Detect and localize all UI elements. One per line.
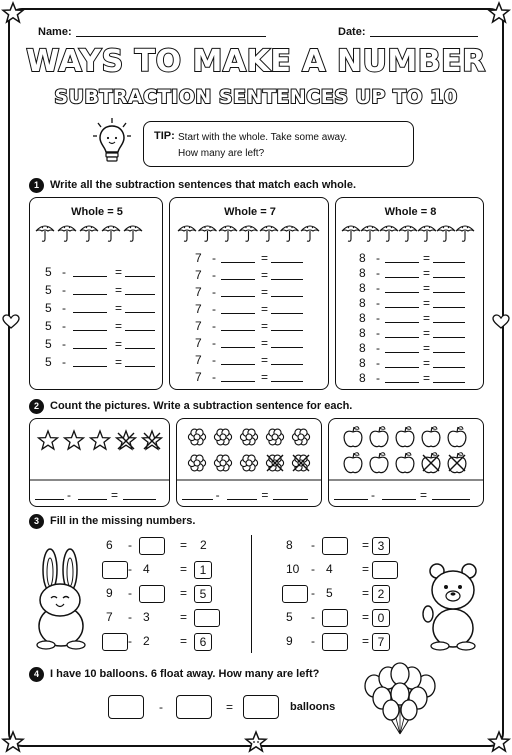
subtraction-row bbox=[29, 337, 163, 351]
whole-number: 7 bbox=[195, 370, 202, 384]
equals-sign: = bbox=[423, 251, 431, 265]
bunny-icon bbox=[30, 548, 92, 648]
answer-blank[interactable] bbox=[78, 488, 107, 500]
equals-sign: = bbox=[423, 356, 431, 370]
teddy-bear-icon bbox=[424, 562, 482, 650]
subtraction-row bbox=[335, 266, 484, 280]
answer-blank[interactable] bbox=[227, 488, 258, 500]
whole-number: 8 bbox=[359, 356, 366, 370]
answer-blank[interactable] bbox=[334, 488, 368, 500]
minus-sign: - bbox=[128, 610, 132, 624]
question-number: 3 bbox=[29, 514, 44, 529]
flower-icon bbox=[266, 429, 283, 445]
flower-icon bbox=[214, 429, 231, 445]
subtraction-row bbox=[169, 319, 329, 333]
whole-number: 8 bbox=[359, 326, 366, 340]
minus-sign: - bbox=[311, 562, 315, 576]
subtraction-row bbox=[335, 356, 484, 370]
umbrella-icon bbox=[342, 226, 360, 241]
minus-sign: - bbox=[376, 251, 380, 265]
subtraction-row bbox=[335, 341, 484, 355]
flower-icon bbox=[188, 455, 205, 471]
subtraction-row bbox=[169, 302, 329, 316]
answer-blank[interactable] bbox=[385, 296, 419, 308]
name-field[interactable] bbox=[76, 36, 266, 37]
answer-box-taken[interactable] bbox=[176, 695, 212, 719]
balloons-unit: balloons bbox=[290, 701, 336, 713]
umbrella-icon bbox=[199, 226, 217, 241]
question-number: 1 bbox=[29, 178, 44, 193]
answer-blank[interactable] bbox=[125, 319, 155, 331]
umbrella-icon bbox=[102, 226, 120, 241]
whole-title: Whole = 7 bbox=[224, 206, 276, 218]
umbrella-icon bbox=[437, 226, 455, 241]
minus-sign: - bbox=[212, 353, 216, 367]
second-number: 2 bbox=[143, 634, 150, 648]
minus-sign: - bbox=[376, 311, 380, 325]
equals-sign: = bbox=[423, 296, 431, 310]
first-number: 9 bbox=[286, 634, 293, 648]
subtraction-row bbox=[335, 296, 484, 310]
equals-sign: = bbox=[423, 281, 431, 295]
equals-sign: = bbox=[261, 285, 269, 299]
side-heart-icon bbox=[493, 315, 509, 329]
whole-number: 7 bbox=[195, 302, 202, 316]
minus-sign: - bbox=[212, 336, 216, 350]
date-label: Date: bbox=[338, 26, 366, 38]
star-icon bbox=[143, 431, 162, 449]
equals-sign: = bbox=[226, 700, 234, 714]
equals-sign: = bbox=[261, 268, 269, 282]
answer-blank[interactable] bbox=[221, 268, 255, 280]
minus-sign: - bbox=[376, 326, 380, 340]
equals-sign: = bbox=[423, 266, 431, 280]
side-heart-icon bbox=[3, 315, 19, 329]
answer-blank[interactable] bbox=[73, 337, 107, 349]
corner-star-icon bbox=[2, 2, 24, 24]
subtraction-row bbox=[335, 371, 484, 385]
corner-star-icon bbox=[488, 731, 510, 753]
equals-sign: = bbox=[261, 302, 269, 316]
umbrella-row bbox=[169, 222, 329, 244]
answer-blank[interactable] bbox=[271, 251, 303, 263]
answer-blank[interactable] bbox=[433, 341, 465, 353]
sentence-row bbox=[328, 488, 484, 502]
equals-sign: = bbox=[115, 337, 123, 351]
minus-sign: - bbox=[215, 488, 220, 502]
subtraction-row bbox=[169, 353, 329, 367]
sentence-row bbox=[29, 488, 170, 502]
minus-sign: - bbox=[376, 266, 380, 280]
umbrella-icon bbox=[260, 226, 278, 241]
minus-sign: - bbox=[62, 337, 66, 351]
flower-icon bbox=[188, 429, 205, 445]
whole-number: 5 bbox=[45, 337, 52, 351]
equals-sign: = bbox=[423, 371, 431, 385]
answer-blank[interactable] bbox=[433, 296, 465, 308]
page-title: WAYS TO MAKE A NUMBER bbox=[26, 44, 486, 79]
subtraction-row bbox=[335, 251, 484, 265]
apple-icon bbox=[370, 453, 388, 473]
minus-sign: - bbox=[62, 265, 66, 279]
first-number: 10 bbox=[286, 562, 300, 576]
answer-blank[interactable] bbox=[433, 356, 465, 368]
flower-icon bbox=[240, 429, 257, 445]
minus-sign: - bbox=[212, 268, 216, 282]
answer-blank[interactable] bbox=[432, 488, 470, 500]
answer-blank[interactable] bbox=[123, 488, 156, 500]
answer-blank[interactable] bbox=[125, 283, 155, 295]
tip-text bbox=[178, 130, 408, 162]
whole-number: 5 bbox=[45, 283, 52, 297]
whole-number: 7 bbox=[195, 268, 202, 282]
umbrella-icon bbox=[281, 226, 299, 241]
answer-blank[interactable] bbox=[73, 301, 107, 313]
answer-blank[interactable] bbox=[273, 488, 308, 500]
whole-number: 8 bbox=[359, 341, 366, 355]
minus-sign: - bbox=[311, 586, 315, 600]
equals-sign: = bbox=[111, 488, 119, 502]
answer-blank[interactable] bbox=[271, 370, 303, 382]
whole-number: 7 bbox=[195, 353, 202, 367]
whole-number: 5 bbox=[45, 301, 52, 315]
subtraction-row bbox=[29, 355, 163, 369]
first-number: 5 bbox=[286, 610, 293, 624]
equals-sign: = bbox=[261, 319, 269, 333]
whole-number: 5 bbox=[45, 265, 52, 279]
minus-sign: - bbox=[159, 700, 163, 714]
equals-sign: = bbox=[180, 634, 188, 648]
question-2-text: Count the pictures. Write a subtraction sentence for each. bbox=[50, 400, 353, 412]
first-number: 9 bbox=[106, 586, 113, 600]
umbrella-icon bbox=[418, 226, 436, 241]
umbrella-icon bbox=[36, 226, 54, 241]
equals-sign: = bbox=[180, 562, 188, 576]
first-number: 6 bbox=[106, 538, 113, 552]
umbrella-row bbox=[29, 222, 163, 244]
minus-sign: - bbox=[376, 371, 380, 385]
minus-sign: - bbox=[376, 356, 380, 370]
first-number: 7 bbox=[106, 610, 113, 624]
subtraction-row bbox=[29, 319, 163, 333]
sentence-row bbox=[176, 488, 322, 502]
answer-blank[interactable] bbox=[385, 251, 419, 263]
whole-number: 8 bbox=[359, 296, 366, 310]
second-number: 4 bbox=[143, 562, 150, 576]
tip-line-2: How many are left? bbox=[178, 148, 265, 159]
equals-sign: = bbox=[362, 538, 370, 552]
second-number: 3 bbox=[143, 610, 150, 624]
whole-number: 5 bbox=[45, 319, 52, 333]
minus-sign: - bbox=[128, 586, 132, 600]
answer-blank[interactable] bbox=[433, 281, 465, 293]
answer-blank[interactable] bbox=[382, 488, 416, 500]
answer-blank[interactable] bbox=[221, 353, 255, 365]
minus-sign: - bbox=[376, 341, 380, 355]
missing-number-box[interactable] bbox=[194, 609, 220, 627]
equals-sign: = bbox=[261, 336, 269, 350]
subtraction-row bbox=[29, 301, 163, 315]
missing-number-box[interactable] bbox=[139, 585, 165, 603]
whole-number: 8 bbox=[359, 251, 366, 265]
umbrella-icon bbox=[124, 226, 142, 241]
equals-sign: = bbox=[362, 610, 370, 624]
answer-blank[interactable] bbox=[221, 336, 255, 348]
answer-blank[interactable] bbox=[271, 353, 303, 365]
equals-sign: = bbox=[420, 488, 428, 502]
umbrella-icon bbox=[219, 226, 237, 241]
answer-blank[interactable] bbox=[35, 488, 64, 500]
star-icon bbox=[39, 431, 58, 449]
equals-sign: = bbox=[261, 488, 269, 502]
answer-blank[interactable] bbox=[271, 302, 303, 314]
subtraction-row bbox=[29, 283, 163, 297]
flower-icon bbox=[292, 455, 309, 471]
second-number: 4 bbox=[326, 562, 333, 576]
subtraction-row bbox=[29, 265, 163, 279]
flower-icon bbox=[240, 455, 257, 471]
corner-star-icon bbox=[488, 2, 510, 24]
answer-blank[interactable] bbox=[125, 337, 155, 349]
answer-blank[interactable] bbox=[433, 326, 465, 338]
equals-sign: = bbox=[180, 610, 188, 624]
second-number: 5 bbox=[326, 586, 333, 600]
umbrella-icon bbox=[80, 226, 98, 241]
minus-sign: - bbox=[371, 488, 375, 502]
flower-icon bbox=[292, 429, 309, 445]
apple-icon bbox=[370, 427, 388, 447]
minus-sign: - bbox=[376, 296, 380, 310]
answer-blank[interactable] bbox=[385, 341, 419, 353]
name-label: Name: bbox=[38, 26, 72, 38]
answer-blank[interactable] bbox=[385, 311, 419, 323]
missing-number-box[interactable] bbox=[322, 537, 348, 555]
subtraction-row bbox=[335, 326, 484, 340]
answer-box-left[interactable] bbox=[243, 695, 279, 719]
answer-blank[interactable] bbox=[433, 311, 465, 323]
umbrella-row bbox=[335, 222, 484, 244]
equals-sign: = bbox=[261, 353, 269, 367]
equals-sign: = bbox=[115, 265, 123, 279]
equals-sign: = bbox=[180, 538, 188, 552]
answer-blank[interactable] bbox=[221, 370, 255, 382]
answer-number: 2 bbox=[200, 538, 207, 552]
answer-number-box: 0 bbox=[372, 609, 390, 627]
missing-number-box[interactable] bbox=[282, 585, 308, 603]
subtraction-row bbox=[169, 268, 329, 282]
umbrella-icon bbox=[178, 226, 196, 241]
equals-sign: = bbox=[115, 301, 123, 315]
answer-blank[interactable] bbox=[125, 355, 155, 367]
answer-blank[interactable] bbox=[433, 266, 465, 278]
subtraction-row bbox=[169, 370, 329, 384]
minus-sign: - bbox=[311, 538, 315, 552]
equals-sign: = bbox=[362, 562, 370, 576]
tip-line-1: Start with the whole. Take some away. bbox=[178, 132, 348, 143]
minus-sign: - bbox=[62, 355, 66, 369]
column-divider bbox=[251, 535, 252, 653]
umbrella-icon bbox=[240, 226, 258, 241]
umbrella-icon bbox=[456, 226, 474, 241]
equals-sign: = bbox=[423, 326, 431, 340]
answer-number-box: 5 bbox=[194, 585, 212, 603]
equals-sign: = bbox=[362, 634, 370, 648]
equals-sign: = bbox=[115, 283, 123, 297]
minus-sign: - bbox=[311, 610, 315, 624]
star-icon bbox=[65, 431, 84, 449]
subtraction-row bbox=[169, 336, 329, 350]
star-icon bbox=[117, 431, 136, 449]
answer-blank[interactable] bbox=[182, 488, 213, 500]
tip-label: TIP: bbox=[154, 130, 175, 142]
equals-sign: = bbox=[362, 586, 370, 600]
question-4-text: I have 10 balloons. 6 float away. How many are left? bbox=[50, 668, 320, 680]
minus-sign: - bbox=[212, 251, 216, 265]
answer-number-box: 3 bbox=[372, 537, 390, 555]
answer-blank[interactable] bbox=[433, 251, 465, 263]
answer-blank[interactable] bbox=[385, 371, 419, 383]
apple-icon bbox=[396, 453, 414, 473]
umbrella-icon bbox=[301, 226, 319, 241]
apple-icon bbox=[422, 453, 440, 473]
minus-sign: - bbox=[311, 634, 315, 648]
answer-blank[interactable] bbox=[385, 356, 419, 368]
answer-blank[interactable] bbox=[385, 266, 419, 278]
whole-number: 7 bbox=[195, 319, 202, 333]
whole-number: 8 bbox=[359, 266, 366, 280]
minus-sign: - bbox=[62, 319, 66, 333]
apple-icon bbox=[448, 453, 466, 473]
umbrella-icon bbox=[399, 226, 417, 241]
question-number: 2 bbox=[29, 399, 44, 414]
umbrella-icon bbox=[58, 226, 76, 241]
minus-sign: - bbox=[128, 538, 132, 552]
answer-box-whole[interactable] bbox=[108, 695, 144, 719]
minus-sign: - bbox=[212, 302, 216, 316]
subtraction-row bbox=[169, 251, 329, 265]
umbrella-icon bbox=[361, 226, 379, 241]
answer-number-box: 2 bbox=[372, 585, 390, 603]
subtraction-row bbox=[335, 311, 484, 325]
equals-sign: = bbox=[115, 355, 123, 369]
answer-blank[interactable] bbox=[73, 319, 107, 331]
flower-icon bbox=[214, 455, 231, 471]
question-number: 4 bbox=[29, 667, 44, 682]
answer-number-box: 1 bbox=[194, 561, 212, 579]
whole-number: 8 bbox=[359, 311, 366, 325]
answer-blank[interactable] bbox=[73, 283, 107, 295]
answer-blank[interactable] bbox=[385, 281, 419, 293]
apple-icon bbox=[344, 427, 362, 447]
subtraction-row bbox=[169, 285, 329, 299]
apple-icon bbox=[422, 427, 440, 447]
answer-blank[interactable] bbox=[433, 371, 465, 383]
answer-blank[interactable] bbox=[125, 301, 155, 313]
first-number: 8 bbox=[286, 538, 293, 552]
minus-sign: - bbox=[376, 281, 380, 295]
equals-sign: = bbox=[115, 319, 123, 333]
minus-sign: - bbox=[212, 370, 216, 384]
umbrella-icon bbox=[380, 226, 398, 241]
flower-icon bbox=[266, 455, 283, 471]
answer-blank[interactable] bbox=[385, 326, 419, 338]
missing-number-box[interactable] bbox=[322, 633, 348, 651]
answer-blank[interactable] bbox=[221, 251, 255, 263]
minus-sign: - bbox=[128, 634, 132, 648]
apple-icon bbox=[344, 453, 362, 473]
minus-sign: - bbox=[128, 562, 132, 576]
answer-blank[interactable] bbox=[221, 319, 255, 331]
date-field[interactable] bbox=[370, 36, 478, 37]
whole-number: 5 bbox=[45, 355, 52, 369]
answer-blank[interactable] bbox=[221, 302, 255, 314]
corner-star-icon bbox=[2, 731, 24, 753]
bottom-star-icon bbox=[244, 731, 268, 753]
question-3-text: Fill in the missing numbers. bbox=[50, 515, 196, 527]
apple-icon bbox=[448, 427, 466, 447]
equals-sign: = bbox=[261, 370, 269, 384]
subtraction-row bbox=[335, 281, 484, 295]
missing-number-box[interactable] bbox=[139, 537, 165, 555]
answer-number-box: 7 bbox=[372, 633, 390, 651]
answer-blank[interactable] bbox=[271, 319, 303, 331]
page-subtitle: SUBTRACTION SENTENCES UP TO 10 bbox=[54, 86, 458, 108]
minus-sign: - bbox=[62, 301, 66, 315]
whole-number: 8 bbox=[359, 371, 366, 385]
whole-number: 7 bbox=[195, 336, 202, 350]
apple-icon bbox=[396, 427, 414, 447]
equals-sign: = bbox=[180, 586, 188, 600]
answer-number-box: 6 bbox=[194, 633, 212, 651]
missing-number-box[interactable] bbox=[102, 561, 128, 579]
lightbulb-icon bbox=[92, 117, 132, 167]
whole-number: 8 bbox=[359, 281, 366, 295]
minus-sign: - bbox=[212, 285, 216, 299]
whole-title: Whole = 5 bbox=[71, 206, 123, 218]
missing-number-box[interactable] bbox=[322, 609, 348, 627]
minus-sign: - bbox=[62, 283, 66, 297]
equals-sign: = bbox=[261, 251, 269, 265]
equals-sign: = bbox=[423, 311, 431, 325]
answer-blank[interactable] bbox=[73, 265, 107, 277]
answer-blank[interactable] bbox=[271, 336, 303, 348]
answer-blank[interactable] bbox=[73, 355, 107, 367]
whole-number: 7 bbox=[195, 251, 202, 265]
whole-number: 7 bbox=[195, 285, 202, 299]
answer-blank[interactable] bbox=[271, 285, 303, 297]
tip-box bbox=[143, 121, 414, 167]
minus-sign: - bbox=[212, 319, 216, 333]
balloons-icon bbox=[360, 664, 440, 736]
answer-blank[interactable] bbox=[271, 268, 303, 280]
minus-sign: - bbox=[67, 488, 71, 502]
equals-sign: = bbox=[423, 341, 431, 355]
missing-number-box[interactable] bbox=[102, 633, 128, 651]
answer-blank[interactable] bbox=[125, 265, 155, 277]
question-1-text: Write all the subtraction sentences that match each whole. bbox=[50, 179, 357, 191]
star-icon bbox=[91, 431, 110, 449]
missing-number-box[interactable] bbox=[372, 561, 398, 579]
answer-blank[interactable] bbox=[221, 285, 255, 297]
whole-title: Whole = 8 bbox=[384, 206, 437, 218]
